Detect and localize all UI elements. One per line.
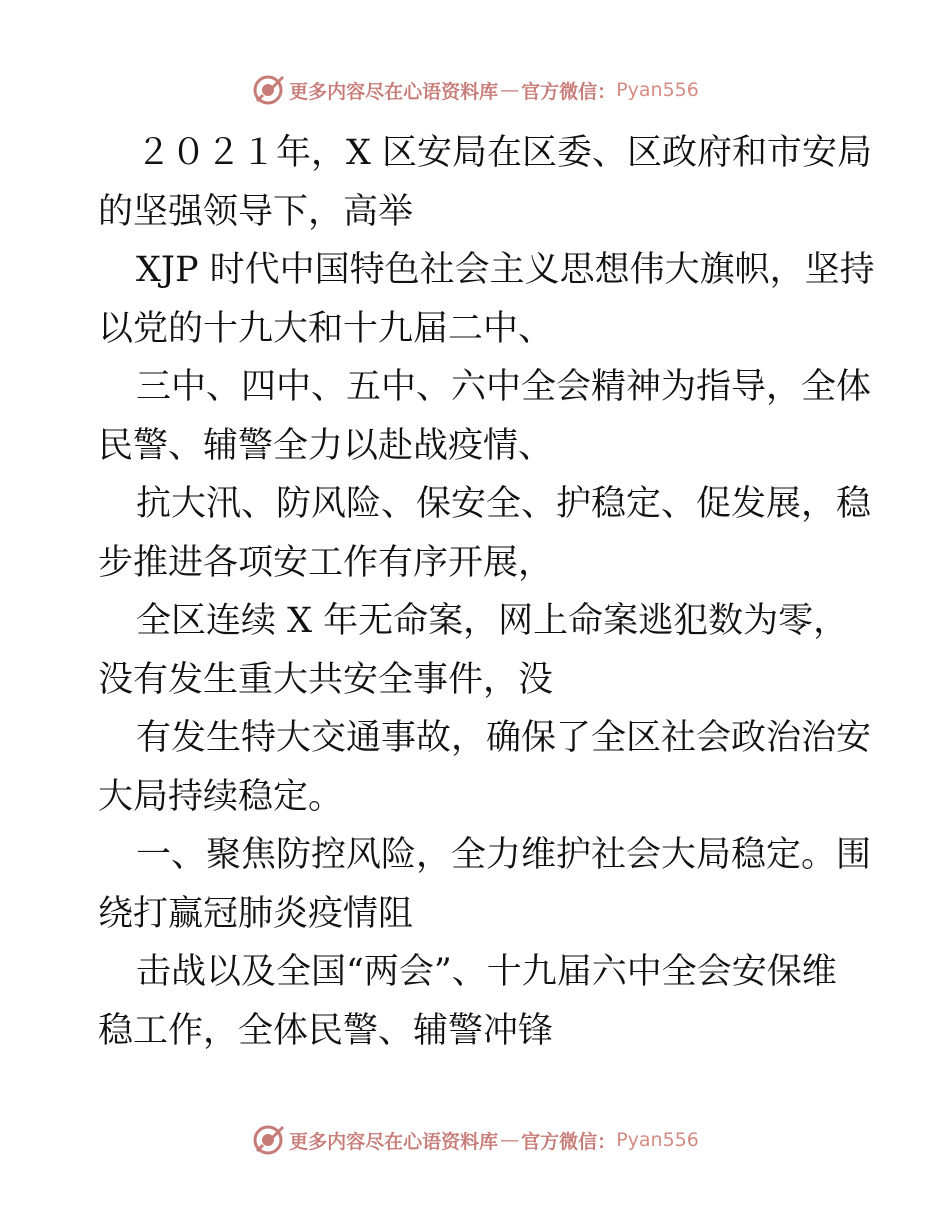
text-line: 有发生特大交通事故，确保了全区社会政治治安 <box>136 718 872 758</box>
text-line: 一、聚焦防控风险，全力维护社会大局稳定。围 <box>136 835 872 875</box>
logo-icon <box>251 1123 285 1157</box>
watermark-label: 官方微信： <box>521 80 617 103</box>
text-line: 稳工作，全体民警、辅警冲锋 <box>98 1010 554 1051</box>
watermark-label: 官方微信： <box>521 1130 617 1153</box>
text-line: 击战以及全国“两会”、十九届六中全会安保维 <box>136 952 837 992</box>
document-body <box>98 124 875 1060</box>
watermark-separator: — <box>500 1129 520 1151</box>
watermark-separator: — <box>500 79 520 101</box>
text-line: ２０２１年，X 区安局在区委、区政府和市安局 <box>136 133 873 173</box>
header-watermark <box>0 70 950 110</box>
text-line: 民警、辅警全力以赴战疫情、 <box>98 425 554 466</box>
text-line: 三中、四中、五中、六中全会精神为指导，全体 <box>136 367 872 407</box>
text-line: 全区连续 X 年无命案，网上命案逃犯数为零， <box>136 601 849 641</box>
watermark-id: Pyan556 <box>616 1129 699 1151</box>
watermark-text: 更多内容尽在心语资料库 <box>289 1130 499 1153</box>
watermark-text: 更多内容尽在心语资料库 <box>289 80 499 103</box>
watermark-id: Pyan556 <box>616 79 699 101</box>
text-line: 大局持续稳定。 <box>98 776 344 817</box>
text-line: 步推进各项安工作有序开展， <box>98 542 554 583</box>
text-line: 绕打赢冠肺炎疫情阻 <box>98 893 414 934</box>
footer-watermark <box>0 1120 950 1160</box>
text-line: 以党的十九大和十九届二中、 <box>98 308 554 349</box>
text-line: 抗大汛、防风险、保安全、护稳定、促发展，稳 <box>136 484 872 524</box>
text-line: XJP 时代中国特色社会主义思想伟大旗帜，坚持 <box>136 250 875 290</box>
text-line: 的坚强领导下，高举 <box>98 191 414 232</box>
text-line: 没有发生重大共安全事件，没 <box>98 659 554 700</box>
logo-icon <box>251 73 285 107</box>
